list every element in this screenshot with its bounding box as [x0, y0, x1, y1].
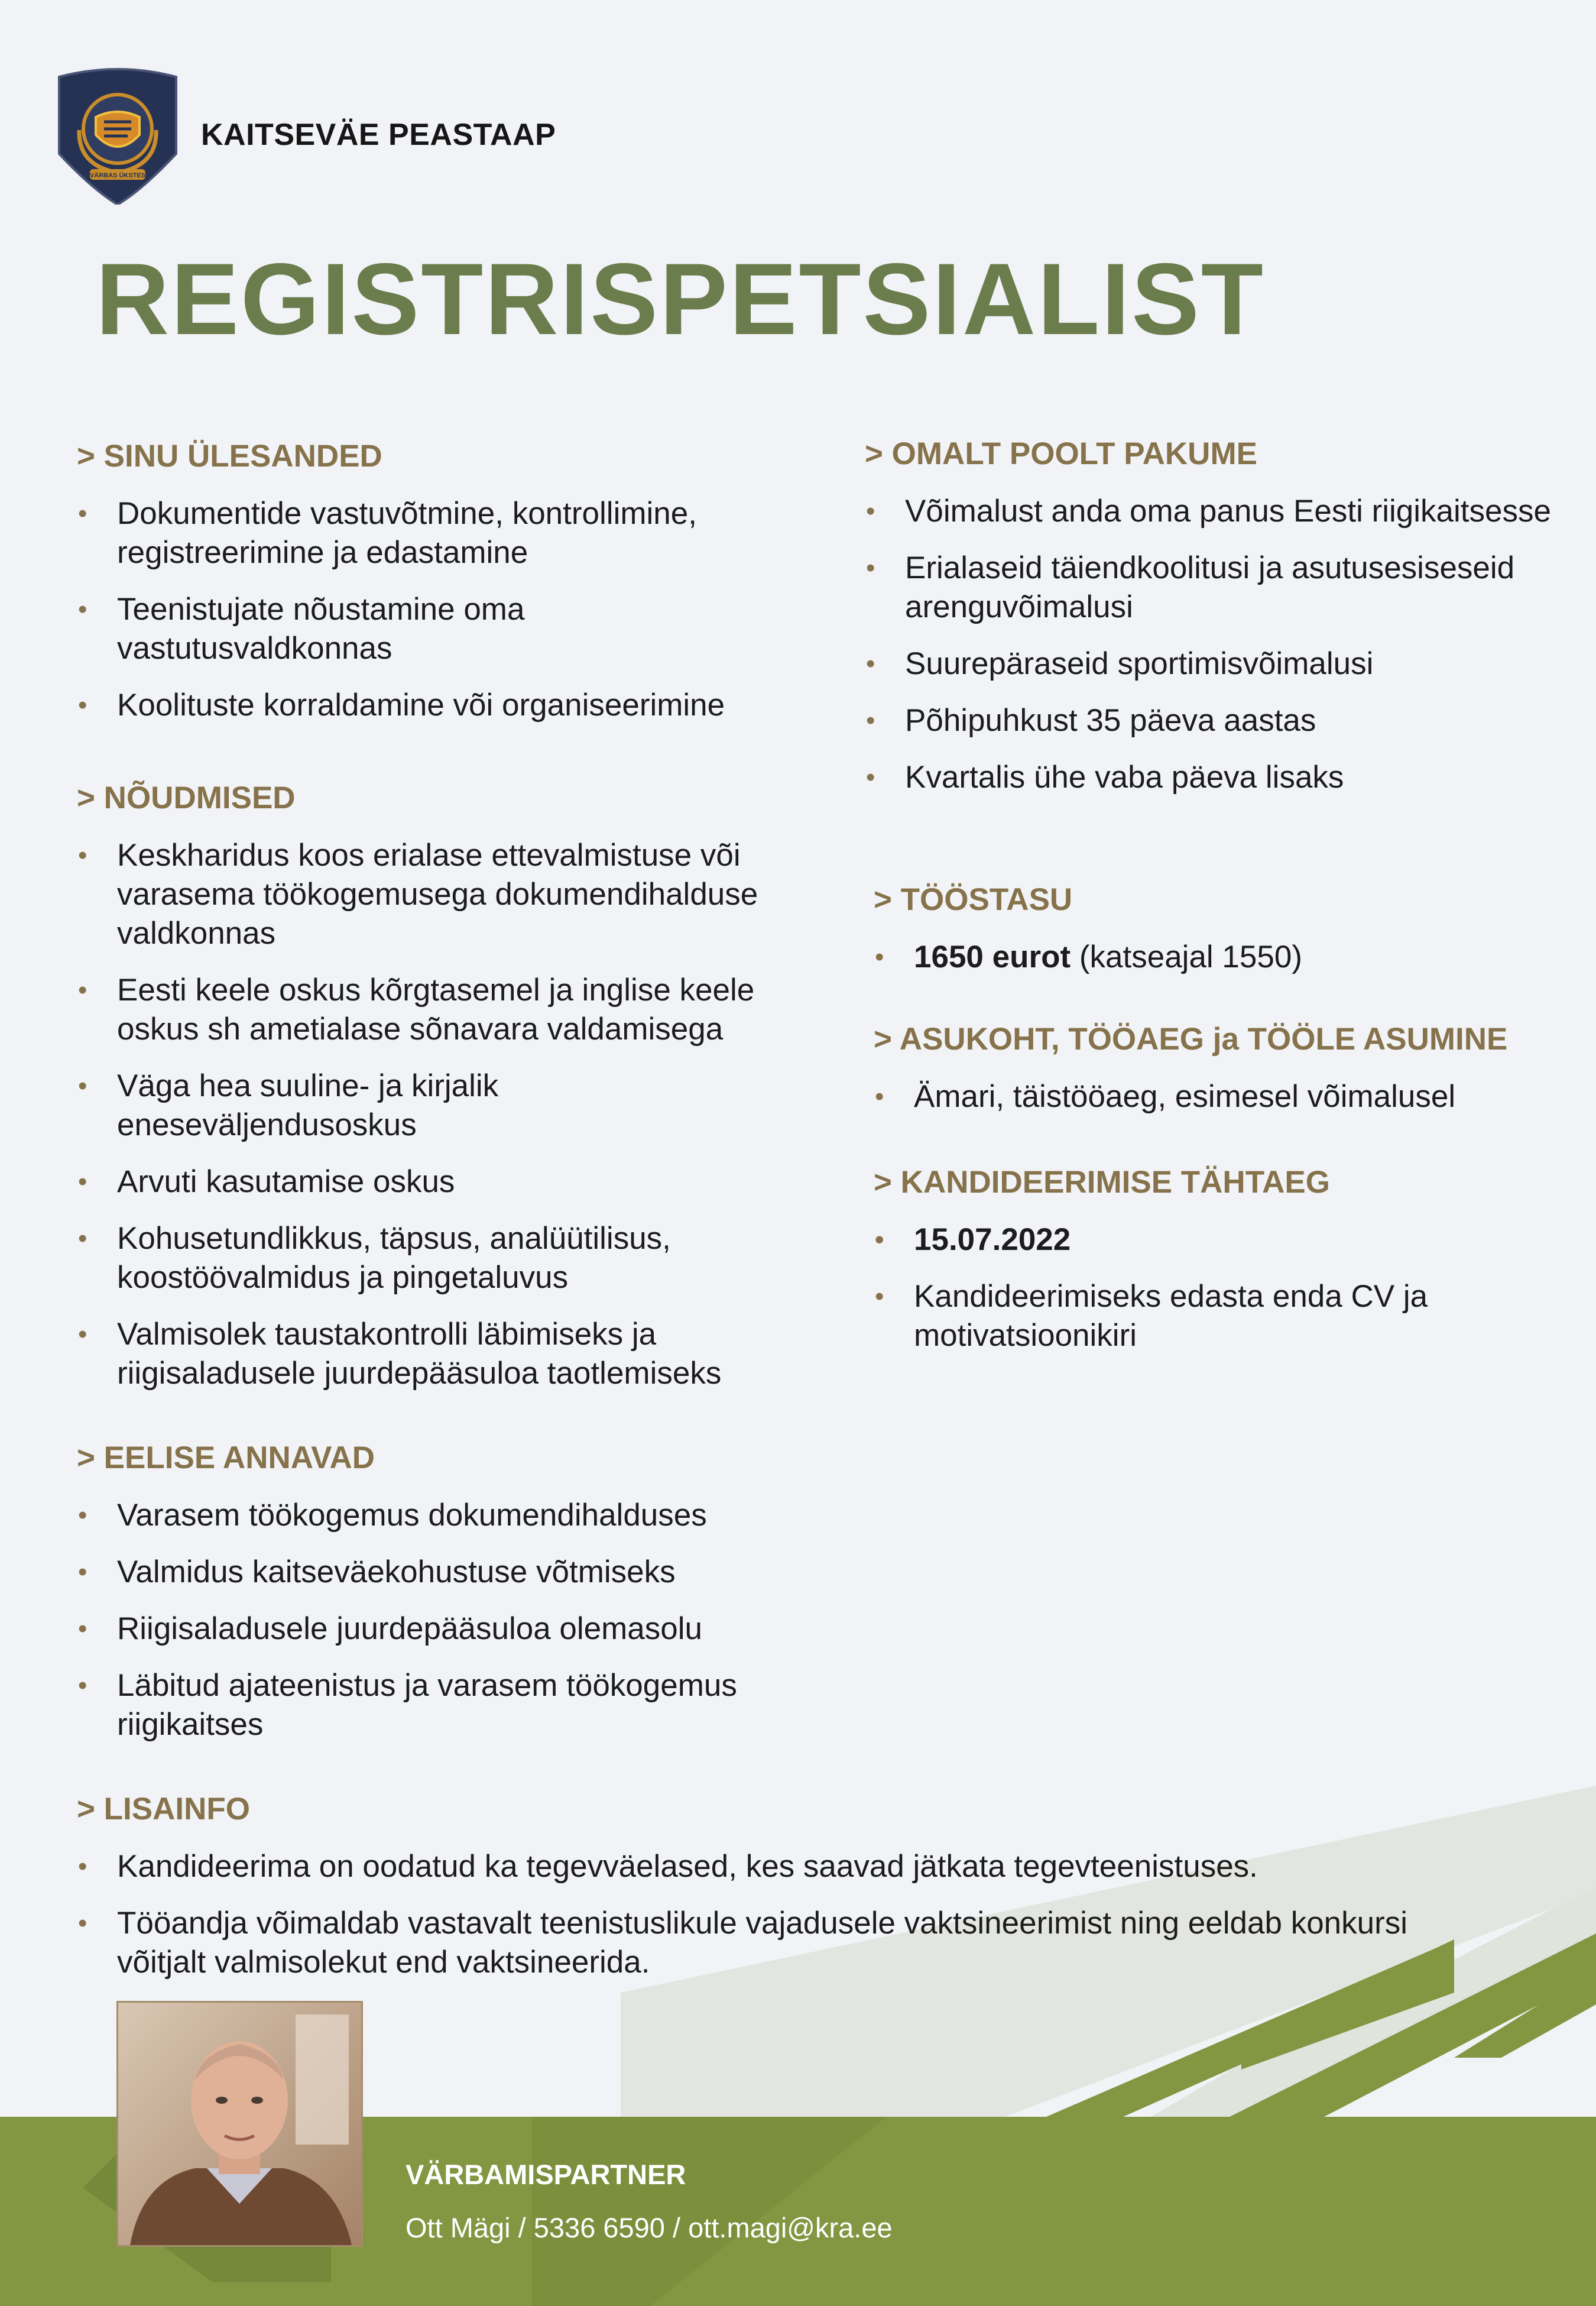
defence-forces-crest-icon — [54, 65, 181, 205]
list-item: • Erialaseid täiendkoolitusi ja asutusesiseseid arenguvõimalusi — [865, 549, 1562, 627]
recruiter-contact: Ott Mägi / 5336 6590 / ott.magi@kra.ee — [406, 2212, 893, 2243]
section-title: > OMALT POOLT PAKUME — [865, 436, 1257, 471]
section-title: > KANDIDEERIMISE TÄHTAEG — [874, 1165, 1330, 1200]
section-title: > NÕUDMISED — [77, 780, 296, 815]
salary-item — [874, 938, 1571, 977]
deadline-date: • 15.07.2022 — [874, 1220, 1571, 1259]
list-item: • Eesti keele oskus kõrgtasemel ja inglise keele oskus sh ametialase sõnavara valdamisega — [77, 971, 798, 1049]
list-item: • Tööandja võimaldab vastavalt teenistuslikule vajadusele vaktsineerimist ning eeldab konkursi võitjalt valmisolekut end vaktsineerida. — [77, 1904, 1484, 1982]
list-item: • Arvuti kasutamise oskus — [77, 1162, 798, 1201]
section-title: > ASUKOHT, TÖÖAEG ja TÖÖLE ASUMINE — [874, 1022, 1508, 1057]
section-salary — [874, 881, 1571, 995]
list-item: • Dokumentide vastuvõtmine, kontrollimine, registreerimine ja edastamine — [77, 494, 798, 572]
section-advantages — [77, 1439, 798, 1762]
list-item: • Teenistujate nõustamine oma vastutusvaldkonnas — [77, 590, 798, 668]
list-item: • Riigisaladusele juurdepääsuloa olemasolu — [77, 1609, 798, 1648]
section-deadline — [874, 1164, 1571, 1373]
list-item: • Kandideerima on oodatud ka tegevväelased, kes saavad jätkata tegevteenistuses. — [77, 1847, 1484, 1886]
salary-note: (katseajal 1550) — [1071, 939, 1302, 974]
list-item: • Valmisolek taustakontrolli läbimiseks ja riigisaladusele juurdepääsuloa taotlemiseks — [77, 1315, 798, 1393]
list-item: • Kandideerimiseks edasta enda CV ja motivatsioonikiri — [874, 1277, 1571, 1355]
list-item: • Varasem töökogemus dokumendihalduses — [77, 1496, 798, 1535]
svg-text:VÄRBAS ÜKSTES: VÄRBAS ÜKSTES — [89, 172, 146, 179]
section-title: > LISAINFO — [77, 1792, 251, 1826]
list-item: • Suurepäraseid sportimisvõimalusi — [865, 644, 1562, 684]
section-requirements — [77, 779, 798, 1411]
footer-label: VÄRBAMISPARTNER — [406, 2159, 686, 2190]
section-title: > SINU ÜLESANDED — [77, 439, 382, 474]
section-extra-info — [77, 1790, 1484, 2000]
page-title: REGISTRISPETSIALIST — [96, 242, 1265, 356]
list-item: • Valmidus kaitseväekohustuse võtmiseks — [77, 1553, 798, 1592]
organization-name: KAITSEVÄE PEASTAAP — [201, 118, 556, 152]
list-item: • Ämari, täistööaeg, esimesel võimalusel — [874, 1077, 1583, 1116]
section-offer — [865, 435, 1562, 815]
list-item: • Keskharidus koos erialase ettevalmistuse või varasema töökogemusega dokumendihalduse valdkonnas — [77, 836, 798, 953]
section-title: > EELISE ANNAVAD — [77, 1440, 375, 1475]
list-item: • Võimalust anda oma panus Eesti riigikaitsesse — [865, 492, 1562, 531]
list-item: • Kvartalis ühe vaba päeva lisaks — [865, 758, 1562, 797]
section-tasks — [77, 438, 798, 743]
section-title: > TÖÖSTASU — [874, 882, 1073, 917]
list-item: • Kohusetundlikkus, täpsus, analüütilisus, koostöövalmidus ja pingetaluvus — [77, 1219, 798, 1297]
section-location — [874, 1021, 1583, 1134]
list-item: • Väga hea suuline- ja kirjalik eneseväljendusoskus — [77, 1067, 798, 1145]
list-item: • Läbitud ajateenistus ja varasem töökogemus riigikaitses — [77, 1666, 798, 1744]
list-item: • Põhipuhkust 35 päeva aastas — [865, 701, 1562, 740]
list-item: • Koolituste korraldamine või organiseerimine — [77, 686, 798, 725]
salary-amount: 1650 eurot — [914, 939, 1071, 974]
recruiter-photo — [116, 2001, 363, 2247]
